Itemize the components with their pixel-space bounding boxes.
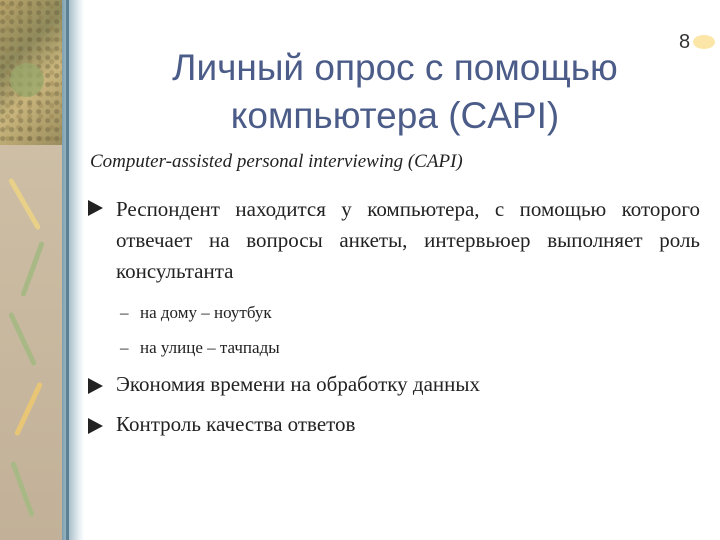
dash-bullet-icon: – (120, 303, 129, 322)
bullet-text: Экономия времени на обработку данных (116, 372, 480, 396)
arrow-bullet-icon (88, 418, 103, 434)
title-line-2: компьютера (CAPI) (230, 95, 560, 136)
stripe-decoration (8, 178, 41, 231)
circle-decoration (10, 63, 44, 97)
page-number: 8 (679, 31, 691, 53)
page-number-oval (693, 35, 715, 49)
stripes-panel (0, 145, 62, 540)
stripe-decoration (8, 312, 37, 367)
stripe-decoration (20, 241, 45, 297)
bullet-text: Респондент находится у компьютера, с помощью которого отвечает на вопросы анкеты, интервьюер выполняет роль консультанта (116, 197, 700, 283)
arrow-bullet-icon (88, 200, 103, 216)
title-line-1: Личный опрос с помощью (172, 47, 618, 88)
sub-bullet-text: на улице – тачпады (140, 338, 280, 357)
vertical-accent-line (66, 0, 69, 540)
stripe-decoration (10, 461, 35, 517)
slide-title (130, 44, 660, 140)
bullet-text: Контроль качества ответов (116, 412, 356, 436)
sub-bullet-item (120, 303, 272, 323)
sub-bullet-item (120, 338, 280, 358)
arrow-bullet-icon (88, 378, 103, 394)
slide-subtitle: Computer-assisted personal interviewing (CAPI) (90, 151, 463, 172)
dash-bullet-icon: – (120, 338, 129, 357)
sub-bullet-text: на дому – ноутбук (140, 303, 272, 322)
left-decor-band (0, 0, 62, 540)
stripe-decoration (14, 382, 43, 437)
